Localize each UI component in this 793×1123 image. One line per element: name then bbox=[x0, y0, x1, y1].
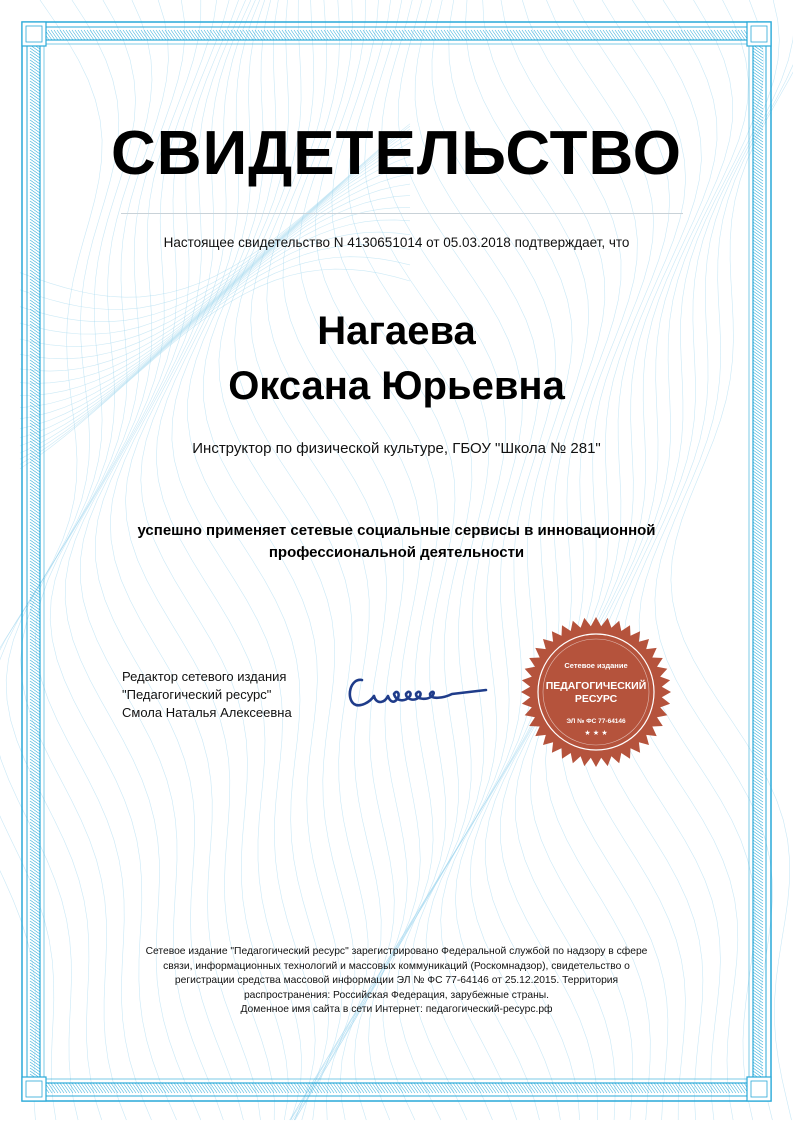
publication-seal bbox=[520, 616, 672, 768]
editor-name: Смола Наталья Алексеевна bbox=[122, 705, 292, 720]
achievement-line: успешно применяет сетевые социальные сервисы в инновационной bbox=[137, 522, 656, 539]
achievement-text bbox=[0, 520, 793, 564]
achievement-line: профессиональной деятельности bbox=[268, 544, 525, 561]
recipient-given-names: Оксана Юрьевна bbox=[228, 364, 565, 408]
editor-publication: "Педагогический ресурс" bbox=[122, 687, 272, 702]
footer-line: распространения: Российская Федерация, зарубежные страны. bbox=[243, 989, 550, 1001]
editor-signature bbox=[340, 662, 500, 722]
certificate-intro: Настоящее свидетельство N 4130651014 от 05.03.2018 подтверждает, что bbox=[163, 235, 630, 250]
title-divider bbox=[121, 213, 683, 214]
seal-top-text: Сетевое издание bbox=[564, 661, 628, 670]
seal-stars: ★ ★ ★ bbox=[584, 729, 608, 737]
editor-title: Редактор сетевого издания bbox=[122, 669, 287, 684]
frame-hatch-band bbox=[30, 30, 769, 1099]
recipient-surname: Нагаева bbox=[317, 309, 476, 353]
frame-corner-inner bbox=[751, 1081, 767, 1097]
seal-reg-text: ЭЛ № ФС 77-64146 bbox=[566, 718, 626, 725]
footer-line: Доменное имя сайта в сети Интернет: педагогический-ресурс.рф bbox=[240, 1004, 553, 1015]
seal-title-line1: ПЕДАГОГИЧЕСКИЙ bbox=[545, 680, 647, 692]
frame-corner-inner bbox=[751, 26, 767, 42]
footer-line: Сетевое издание "Педагогический ресурс" зарегистрировано Федеральной службой по надзору в сфере bbox=[145, 946, 648, 957]
editor-block bbox=[122, 668, 332, 722]
footer-line: регистрации средства массовой информации ЭЛ № ФС 77-64146 от 25.12.2015. Территория bbox=[174, 975, 619, 986]
certificate-title: СВИДЕТЕЛЬСТВО bbox=[111, 119, 682, 188]
seal-title-line2: РЕСУРС bbox=[574, 693, 618, 705]
registration-footer bbox=[110, 945, 683, 1018]
frame-corner-inner bbox=[26, 1081, 42, 1097]
recipient-position: Инструктор по физической культуре, ГБОУ "Школа № 281" bbox=[192, 440, 601, 457]
footer-line: связи, информационных технологий и массовых коммуникаций (Роскомнадзор), свидетельство о bbox=[163, 960, 630, 972]
frame-corner-inner bbox=[26, 26, 42, 42]
